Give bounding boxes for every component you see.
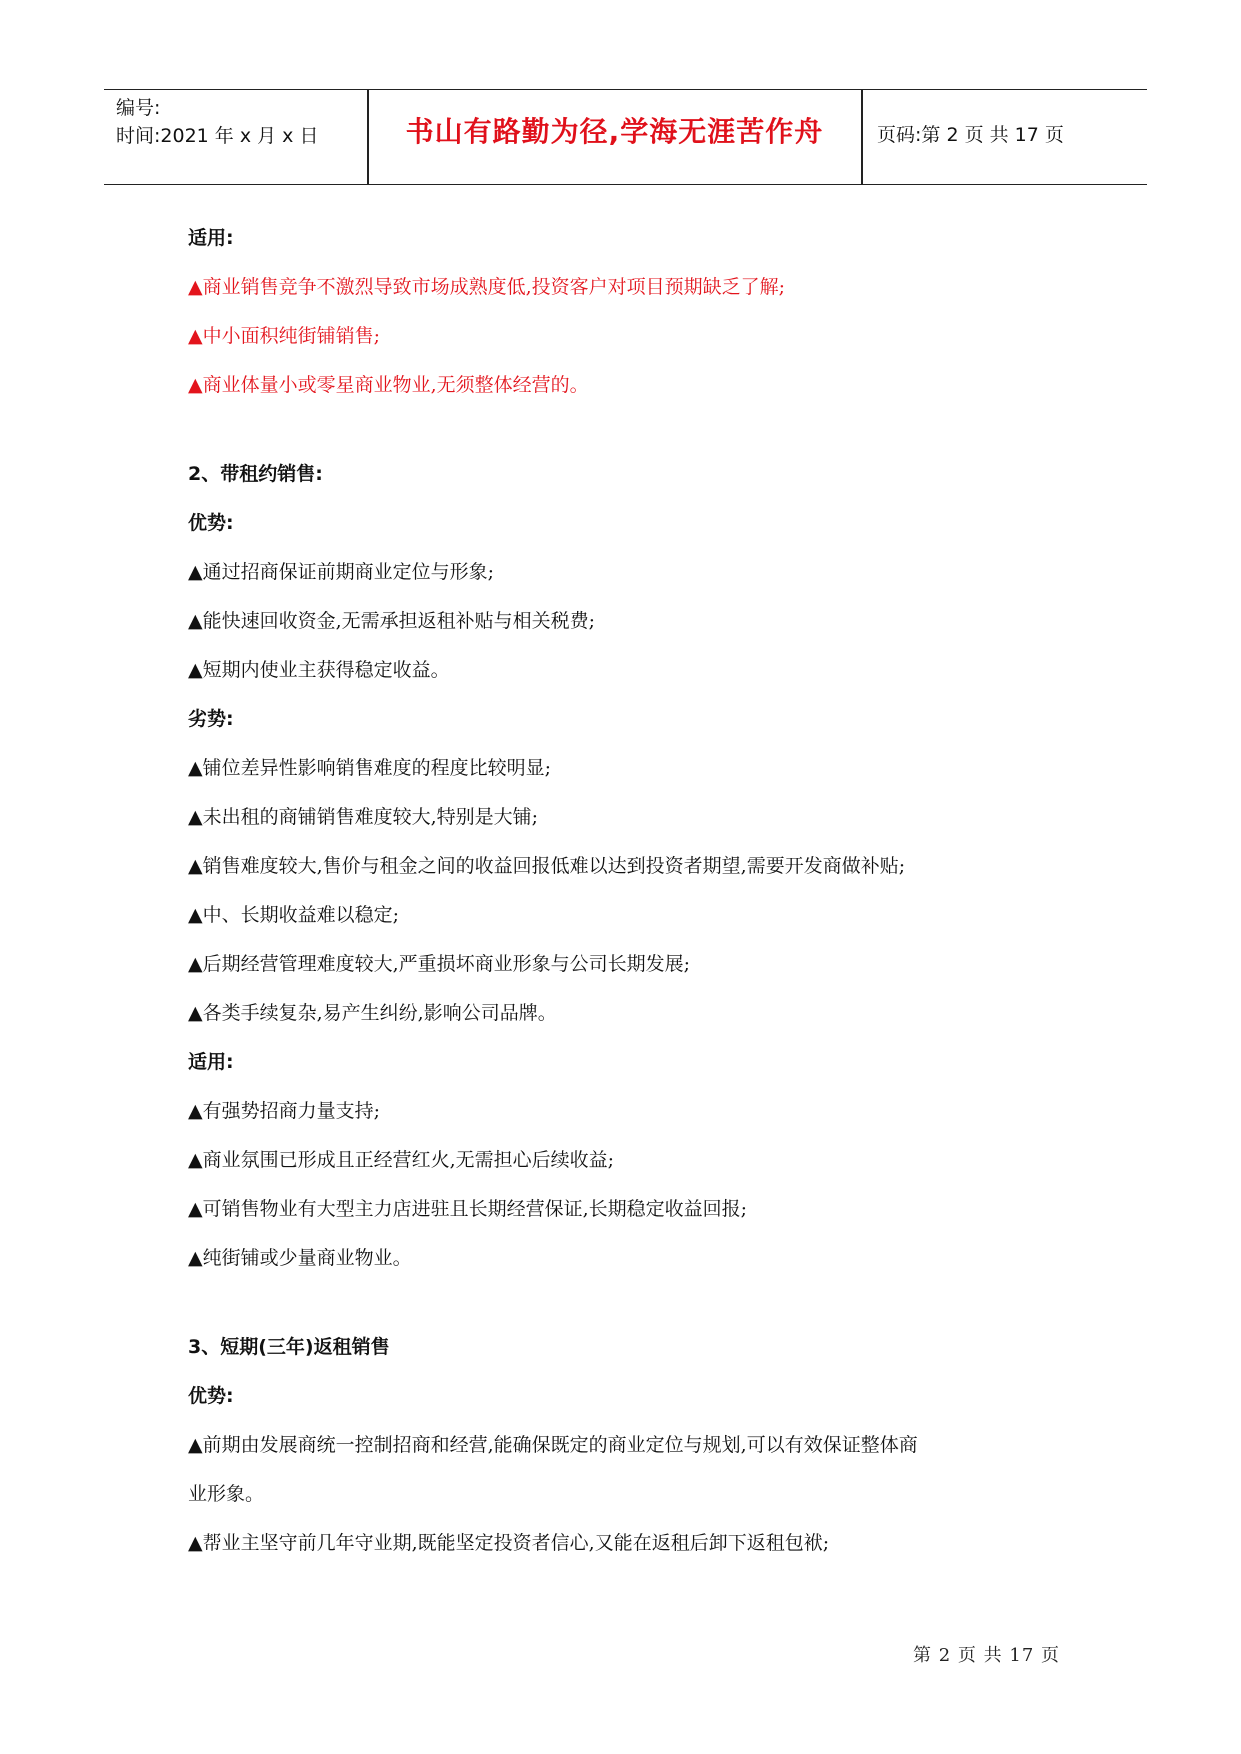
list-item: ▲中小面积纯街铺销售; — [188, 325, 381, 347]
list-item: ▲短期内使业主获得稳定收益。 — [188, 659, 450, 681]
section-heading: 适用: — [188, 227, 234, 249]
section-heading: 优势: — [188, 1385, 234, 1407]
header-left-cell — [116, 94, 318, 150]
list-item: ▲后期经营管理难度较大,严重损坏商业形象与公司长期发展; — [188, 953, 691, 975]
list-item: ▲纯街铺或少量商业物业。 — [188, 1247, 412, 1269]
list-item: ▲有强势招商力量支持; — [188, 1100, 381, 1122]
list-item-continuation: 业形象。 — [188, 1483, 265, 1505]
section-heading: 优势: — [188, 512, 234, 534]
list-item: ▲商业体量小或零星商业物业,无须整体经营的。 — [188, 374, 589, 396]
list-item: ▲未出租的商铺销售难度较大,特别是大铺; — [188, 806, 539, 828]
page-footer: 第 2 页 共 17 页 — [913, 1645, 1060, 1666]
header-divider — [861, 90, 863, 184]
list-item: ▲中、长期收益难以稳定; — [188, 904, 400, 926]
header-page-info: 页码:第 2 页 共 17 页 — [877, 124, 1064, 146]
spacer — [188, 1283, 1068, 1323]
list-item: ▲可销售物业有大型主力店进驻且长期经营保证,长期稳定收益回报; — [188, 1198, 748, 1220]
section-title: 2、带租约销售: — [188, 463, 323, 485]
list-item: ▲商业氛围已形成且正经营红火,无需担心后续收益; — [188, 1149, 615, 1171]
number-label: 编号: — [116, 97, 161, 119]
list-item: ▲前期由发展商统一控制招商和经营,能确保既定的商业定位与规划,可以有效保证整体商 — [188, 1434, 918, 1456]
section-title: 3、短期(三年)返租销售 — [188, 1336, 390, 1358]
list-item: ▲帮业主坚守前几年守业期,既能坚定投资者信心,又能在返租后卸下返租包袱; — [188, 1532, 830, 1554]
list-item: ▲销售难度较大,售价与租金之间的收益回报低难以达到投资者期望,需要开发商做补贴; — [188, 855, 906, 877]
section-heading: 劣势: — [188, 708, 234, 730]
date-label: 时间:2021 年 x 月 x 日 — [116, 125, 319, 147]
list-item: ▲能快速回收资金,无需承担返租补贴与相关税费; — [188, 610, 596, 632]
section-heading: 适用: — [188, 1051, 234, 1073]
list-item: ▲铺位差异性影响销售难度的程度比较明显; — [188, 757, 552, 779]
document-body — [188, 214, 1068, 1568]
list-item: ▲各类手续复杂,易产生纠纷,影响公司品牌。 — [188, 1002, 557, 1024]
header-motto: 书山有路勤为径,学海无涯苦作舟 — [405, 115, 824, 148]
list-item: ▲通过招商保证前期商业定位与形象; — [188, 561, 495, 583]
spacer — [188, 410, 1068, 450]
document-header — [104, 89, 1147, 185]
list-item: ▲商业销售竞争不激烈导致市场成熟度低,投资客户对项目预期缺乏了解; — [188, 276, 786, 298]
